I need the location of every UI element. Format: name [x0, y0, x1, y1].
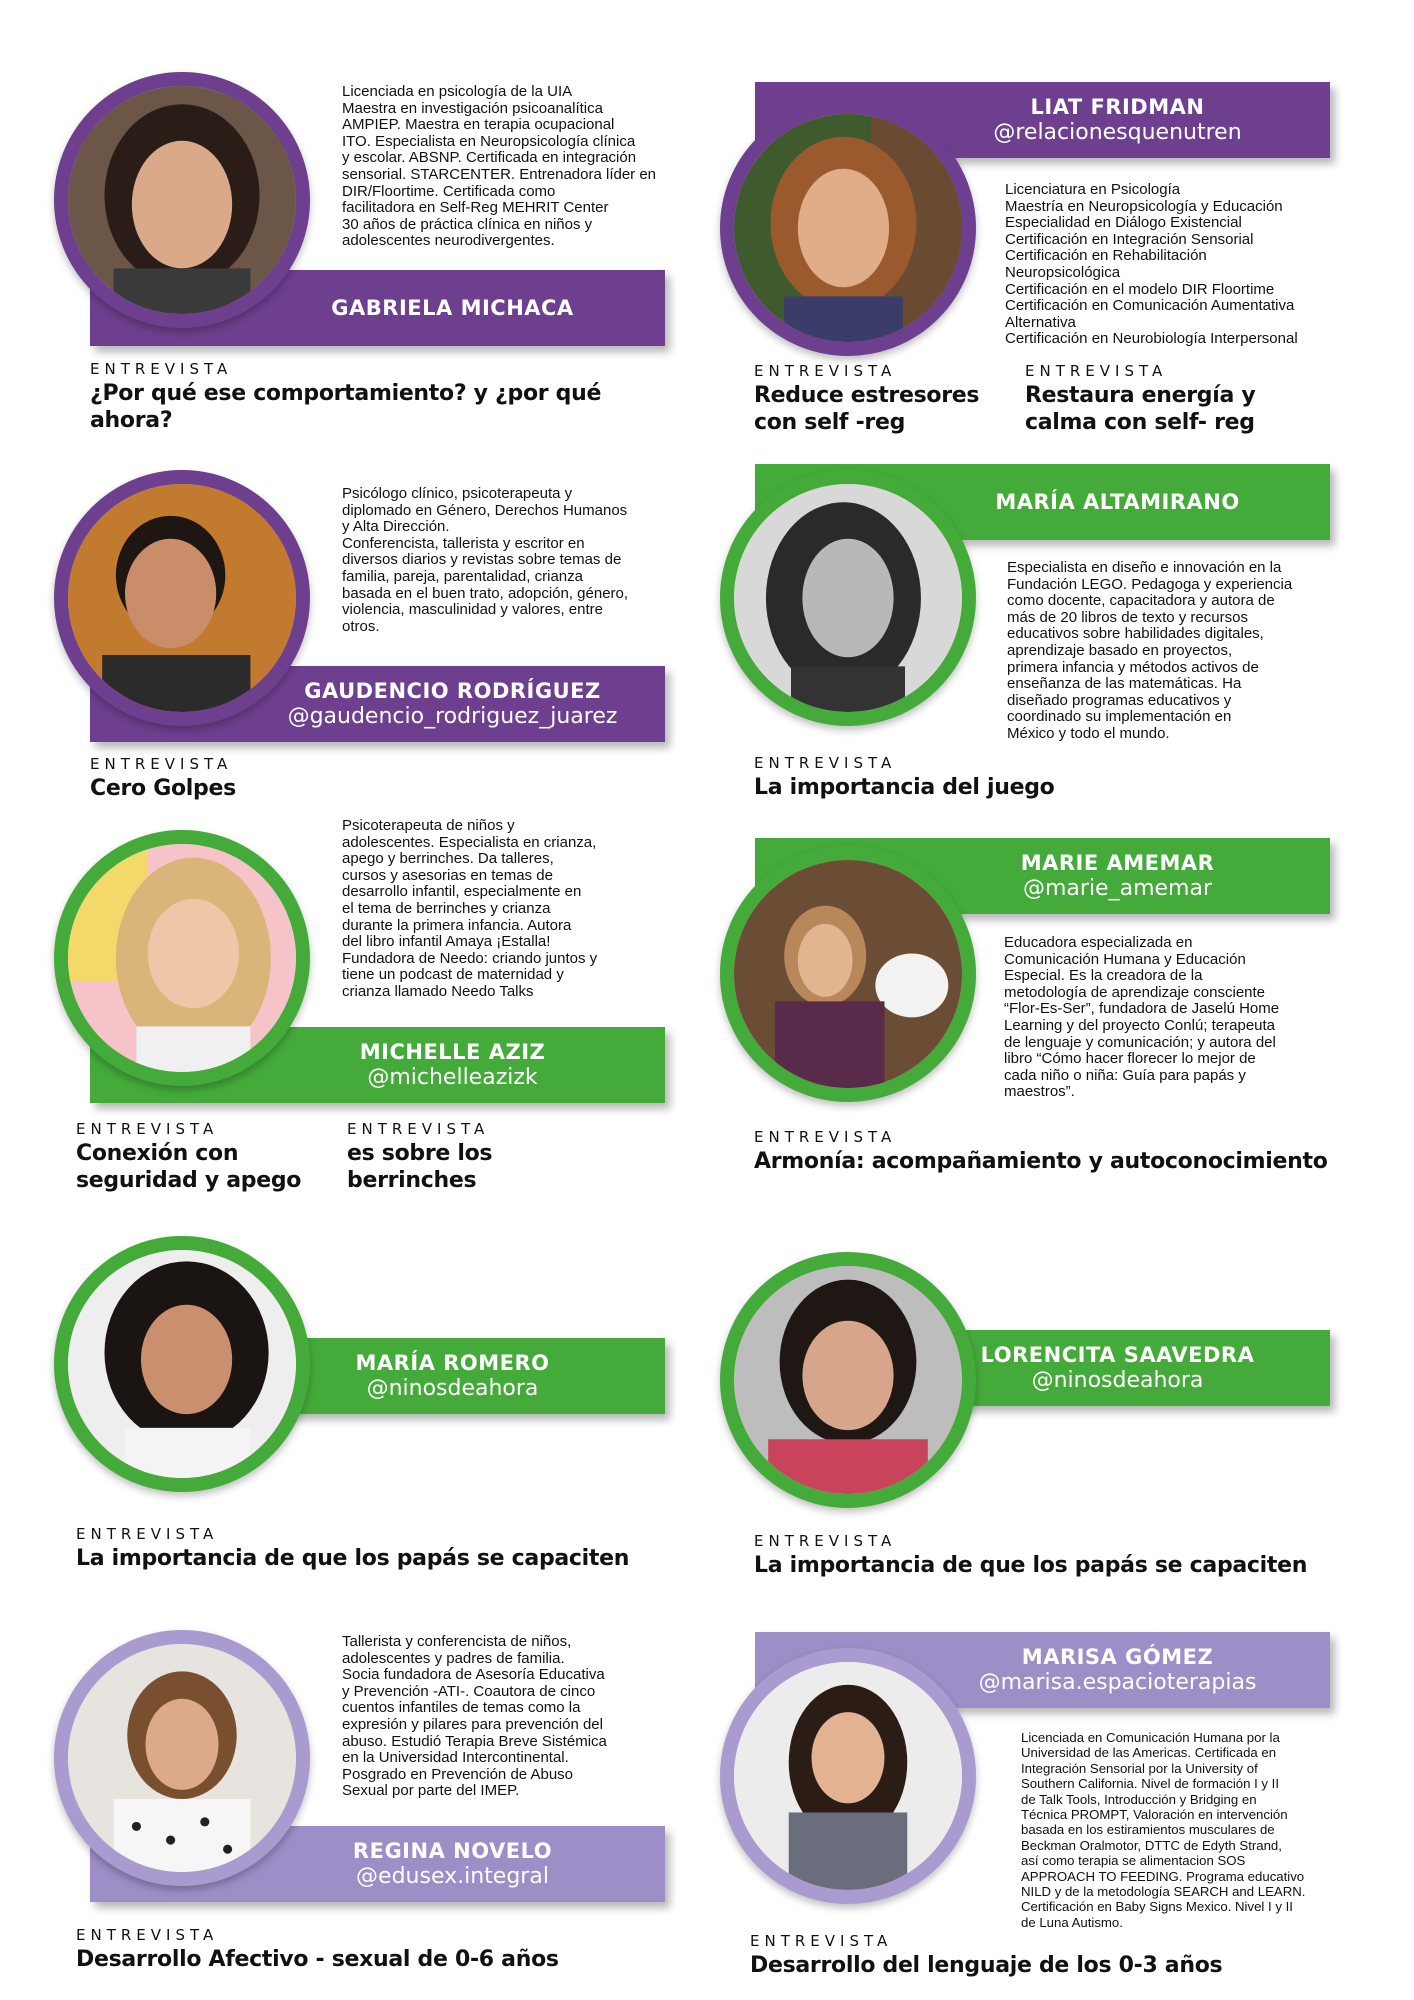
speaker-name: MARÍA ALTAMIRANO	[995, 490, 1240, 514]
entrevista-label: ENTREVISTA	[754, 362, 897, 380]
entrevista-label: ENTREVISTA	[76, 1525, 219, 1543]
speaker-handle: @marie_amemar	[1022, 876, 1212, 901]
interview-topic: Reduce estresores con self -reg	[754, 383, 980, 435]
speaker-photo	[720, 100, 976, 356]
interview-topic: La importancia del juego	[754, 775, 1055, 800]
interview-topic: es sobre los berrinches	[347, 1141, 493, 1193]
speaker-photo	[54, 830, 310, 1086]
speaker-name: MARISA GÓMEZ	[1021, 1645, 1214, 1669]
speaker-bio: Psicólogo clínico, psicoterapeuta y diplomado en Género, Derechos Humanos y Alta Dirección. Conferencista, tallerista y escritor en diversos diarios y revistas sobre temas de familia, pareja, parentalidad, crianza basada en el buen trato, adopción, género, violencia, masculinidad y valores, entre otros.	[342, 485, 629, 635]
speaker-bio: Especialista en diseño e innovación en la Fundación LEGO. Pedagoga y experiencia como docente, capacitadora y autora de más de 20 libros de texto y recursos educativos sobre habilidades digitales, aprendizaje basado en proyectos, primera infancia y métodos activos de enseñanza de las matemáticas. Ha diseñado programas educativos y coordinado su implementación en México y todo el mundo.	[1007, 559, 1293, 742]
entrevista-label: ENTREVISTA	[754, 1128, 897, 1146]
speaker-name: MARIE AMEMAR	[1020, 851, 1215, 875]
interview-topic: La importancia de que los papás se capaciten	[76, 1546, 630, 1571]
entrevista-label: ENTREVISTA	[347, 1120, 490, 1138]
speaker-photo	[54, 470, 310, 726]
entrevista-label: ENTREVISTA	[76, 1120, 219, 1138]
interview-topic: ¿Por qué ese comportamiento? y ¿por qué ahora?	[90, 381, 602, 433]
interview-topic: Armonía: acompañamiento y autoconocimiento	[754, 1149, 1328, 1174]
speaker-handle: @michelleazizk	[367, 1065, 538, 1090]
entrevista-label: ENTREVISTA	[76, 1926, 219, 1944]
speaker-photo	[720, 1252, 976, 1508]
speaker-handle: @relacionesquenutren	[993, 120, 1242, 145]
entrevista-label: ENTREVISTA	[750, 1932, 893, 1950]
speaker-photo	[720, 470, 976, 726]
speaker-bio: Tallerista y conferencista de niños, adolescentes y padres de familia. Socia fundadora de Asesoría Educativa y Prevención -ATI-. Coautora de cinco cuentos infantiles de temas como la expresión y pilares para prevención del abuso. Estudió Terapia Breve Sistémica en la Universidad Intercontinental. Posgrado en Prevención de Abuso Sexual por parte del IMEP.	[342, 1633, 607, 1800]
interview-topic: Conexión con seguridad y apego	[76, 1141, 302, 1193]
speaker-handle: @ninosdeahora	[366, 1376, 539, 1401]
speaker-handle: @edusex.integral	[356, 1864, 549, 1889]
entrevista-label: ENTREVISTA	[1025, 362, 1168, 380]
speaker-photo	[54, 72, 310, 328]
speaker-name: MICHELLE AZIZ	[359, 1040, 546, 1064]
speaker-name: LIAT FRIDMAN	[1030, 95, 1205, 119]
speaker-handle: @marisa.espacioterapias	[978, 1670, 1257, 1695]
interview-topic: Desarrollo Afectivo - sexual de 0-6 años	[76, 1947, 559, 1972]
speaker-name: MARÍA ROMERO	[355, 1351, 550, 1375]
interview-topic: Desarrollo del lenguaje de los 0-3 años	[750, 1953, 1223, 1978]
interview-topic: Cero Golpes	[90, 776, 236, 801]
speaker-name: REGINA NOVELO	[352, 1839, 553, 1863]
interview-topic: La importancia de que los papás se capaciten	[754, 1553, 1308, 1578]
speaker-handle: @gaudencio_rodriguez_juarez	[287, 704, 618, 729]
speaker-bio: Educadora especializada en Comunicación Humana y Educación Especial. Es la creadora de la metodología de aprendizaje consciente “Flor-Es-Ser”, fundadora de Jaselú Home Learning y del proyecto Conlú; terapeuta de lenguaje y comunicación; y autora del libro “Cómo hacer florecer lo mejor de cada niño o niña: Guía para papás y maestros”.	[1004, 934, 1280, 1101]
speaker-photo	[54, 1630, 310, 1886]
entrevista-label: ENTREVISTA	[754, 1532, 897, 1550]
speaker-name: GABRIELA MICHACA	[331, 296, 574, 320]
speaker-bio: Licenciada en Comunicación Humana por la Universidad de las Americas. Certificada en Integración Sensorial por la University of Southern California. Nivel de formación I y II de Talk Tools, Introducción y Bridging en Técnica PROMPT, Valoración en intervención basada en los estiramientos musculares de Beckman Oralmotor, DTTC de Edyth Strand, así como terapia se alimentacion SOS APPROACH TO FEEDING. Programa educativo NILD y de la metodología SEARCH and LEARN. Certificación en Baby Signs Mexico. Nivel I y II de Luna Autismo.	[1021, 1730, 1306, 1930]
speaker-photo	[54, 1236, 310, 1492]
entrevista-label: ENTREVISTA	[90, 755, 233, 773]
interview-topic: Restaura energía y calma con self- reg	[1025, 383, 1256, 435]
speaker-bio: Licenciada en psicología de la UIA Maestra en investigación psicoanalítica AMPIEP. Maestra en terapia ocupacional ITO. Especialista en Neuropsicología clínica y escolar. ABSNP. Certificada en integración sensorial. STARCENTER. Entrenadora líder en DIR/Floortime. Certificada como facilitadora en Self-Reg MEHRIT Center 30 años de práctica clínica en niños y adolescentes neurodivergentes.	[342, 83, 657, 250]
entrevista-label: ENTREVISTA	[90, 360, 233, 378]
speaker-handle: @ninosdeahora	[1031, 1368, 1204, 1393]
speaker-name: LORENCITA SAAVEDRA	[980, 1343, 1255, 1367]
speaker-photo	[720, 1648, 976, 1904]
speaker-bio: Licenciatura en Psicología Maestría en Neuropsicología y Educación Especialidad en Diálogo Existencial Certificación en Integración Sensorial Certificación en Rehabilitación Neuropsicológica Certificación en el modelo DIR Floortime Certificación en Comunicación Aumentativa Alternativa Certificación en Neurobiología Interpersonal	[1005, 181, 1298, 348]
speaker-bio: Psicoterapeuta de niños y adolescentes. Especialista en crianza, apego y berrinches. Da talleres, cursos y asesorias en temas de desarrollo infantil, especialmente en el tema de berrinches y crianza durante la primera infancia. Autora del libro infantil Amaya ¡Estalla! Fundadora de Needo: criando juntos y tiene un podcast de maternidad y crianza llamado Needo Talks	[342, 817, 598, 1000]
speaker-name: GAUDENCIO RODRÍGUEZ	[304, 679, 601, 703]
speaker-photo	[720, 846, 976, 1102]
entrevista-label: ENTREVISTA	[754, 754, 897, 772]
